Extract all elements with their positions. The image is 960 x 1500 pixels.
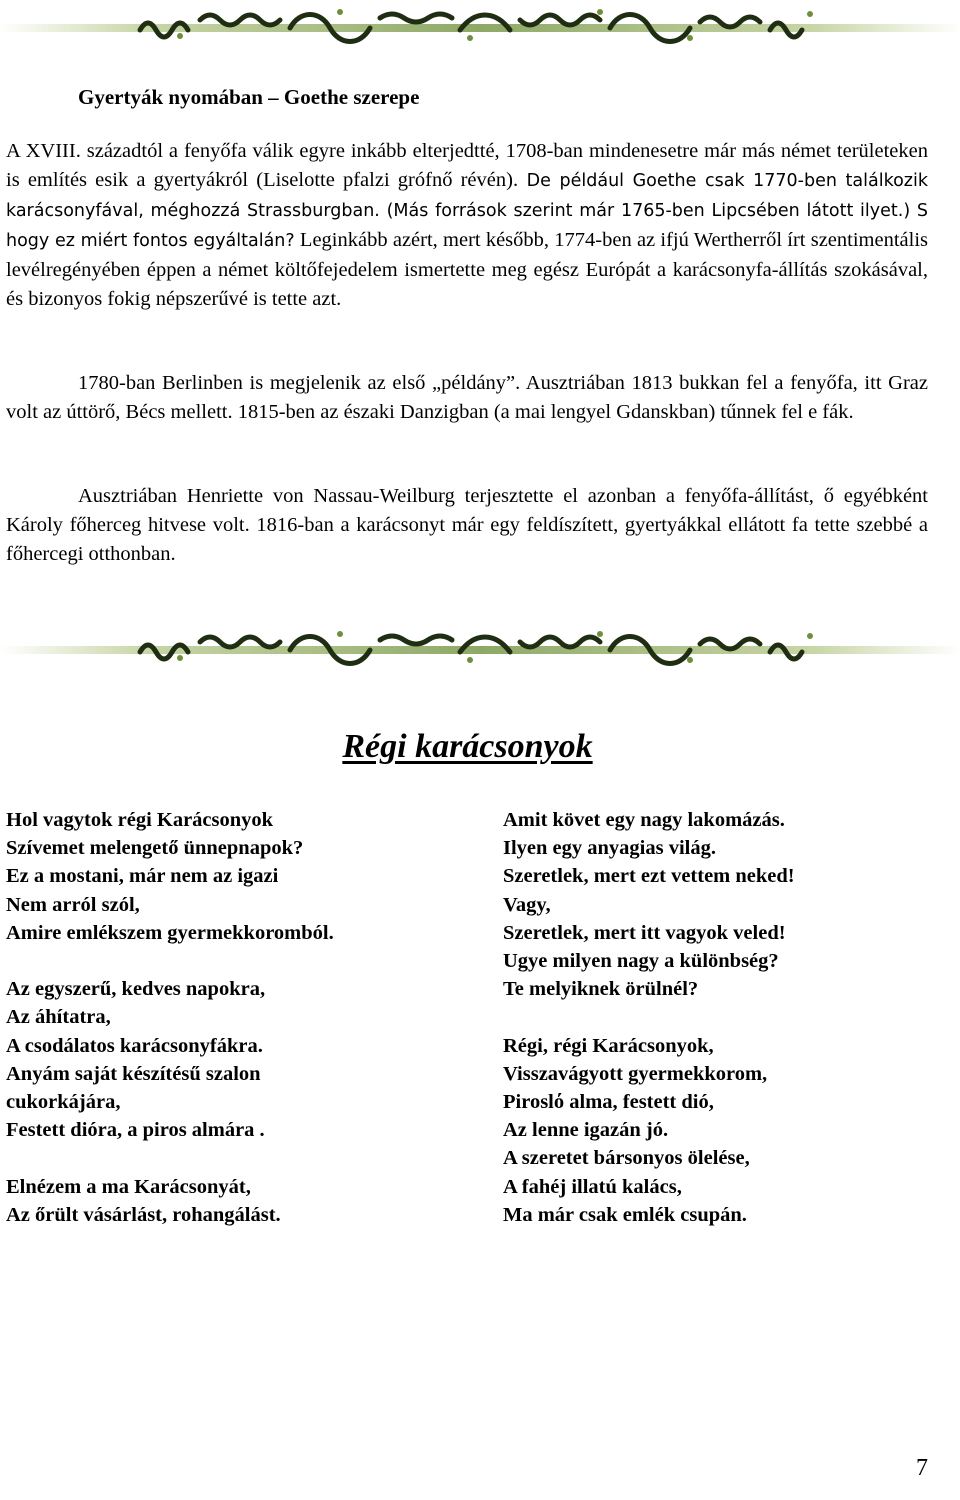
poem-line: Vagy, — [503, 893, 551, 916]
poem-line: Visszavágyott gyermekkorom, — [503, 1062, 768, 1085]
poem-line: A fahéj illatú kalács, — [503, 1175, 682, 1198]
poem-line: Anyám saját készítésű szalon — [6, 1062, 261, 1085]
section-heading: Gyertyák nyomában – Goethe szerepe — [78, 85, 420, 109]
paragraph-1-part-c: Leginkább azért, mert később, 1774-ben az ifjú Wertherről írt szentimentális levélregényében éppen a német költőfejedelem ismertette meg egész Európát a karácsonyfa-állítás szokásával, és bizonyos fokig népszerűvé is tette azt. — [6, 229, 928, 310]
paragraph-1-part-a: A XVIII. századtól a fenyőfa válik egyre inkább elterjedtté, 1708-ban mindenesetre már más német területeken is említés esik a gyertyákról (Liselotte pfalzi grófnő révén). — [6, 140, 928, 191]
poem-line: Festett dióra, a piros almára . — [6, 1119, 265, 1142]
poem-column-left — [6, 806, 334, 1257]
poem-line: A szeretet bársonyos ölelése, — [503, 1147, 750, 1170]
poem-line: Szívemet melengető ünnepnapok? — [6, 837, 304, 860]
poem-line: Ugye milyen nagy a különbség? — [503, 950, 779, 973]
poem-line: cukorkájára, — [6, 1091, 121, 1114]
poem-title: Régi karácsonyok — [342, 728, 593, 765]
poem-line: Az egyszerű, kedves napokra, — [6, 978, 266, 1001]
poem-line: Az őrült vásárlást, rohangálást. — [6, 1203, 281, 1226]
poem-line: A csodálatos karácsonyfákra. — [6, 1034, 263, 1057]
poem-stanza — [503, 1032, 795, 1229]
poem-line: Amit követ egy nagy lakomázás. — [503, 809, 785, 831]
poem-line: Ma már csak emlék csupán. — [503, 1203, 747, 1226]
poem-line: Piroslό alma, festett dió, — [503, 1091, 714, 1114]
poem-stanza — [6, 1173, 334, 1229]
page-number: 7 — [916, 1455, 928, 1481]
paragraph-3: Ausztriában Henriette von Nassau-Weilburg terjesztette el azonban a fenyőfa-állítást, ő egyébként Károly főherceg hitvese volt. 1816-ban a karácsonyt már egy feldíszített, gyertyákkal ellátott fa tette szebbé a főhercegi otthonban. — [6, 485, 928, 565]
poem-stanza — [6, 806, 334, 947]
poem-line: Nem arról szól, — [6, 893, 140, 916]
poem-stanza — [6, 975, 334, 1144]
poem-line: Régi, régi Karácsonyok, — [503, 1034, 714, 1057]
poem-line: Ilyen egy anyagias világ. — [503, 837, 716, 860]
paragraph-2: 1780-ban Berlinben is megjelenik az első „példány”. Ausztriában 1813 bukkan fel a fenyőfa, itt Graz volt az úttörő, Bécs mellett. 1815-ben az északi Danzigban (a mai lengyel Gdanskban) tűnnek fel e fák. — [6, 372, 928, 423]
poem-line: Elnézem a ma Karácsonyát, — [6, 1175, 251, 1198]
paragraph-1 — [6, 137, 928, 314]
ornamental-divider-middle — [0, 622, 960, 672]
poem-line: Szeretlek, mert ezt vettem neked! — [503, 865, 795, 888]
poem-line: Amire emlékszem gyermekkoromból. — [6, 921, 334, 944]
poem-line: Az lenne igazán jó. — [503, 1119, 669, 1142]
poem-stanza — [503, 806, 795, 1003]
poem-line: Ez a mostani, már nem az igazi — [6, 865, 279, 888]
poem-line: Az áhítatra, — [6, 1006, 111, 1029]
poem-column-right — [503, 806, 795, 1257]
poem-line: Te melyiknek örülnél? — [503, 978, 699, 1001]
ornamental-divider-top — [0, 0, 960, 50]
poem-line: Hol vagytok régi Karácsonyok — [6, 809, 274, 831]
poem-line: Szeretlek, mert itt vagyok veled! — [503, 921, 786, 944]
paragraph-1-part-b: De például Goethe csak 1770-ben találkozik karácsonyfával, méghozzá Strassburgban. (Más források szerint már 1765-ben Lipcsében látott ilyet.) S hogy ez miért fontos egyáltalán? — [6, 171, 928, 251]
